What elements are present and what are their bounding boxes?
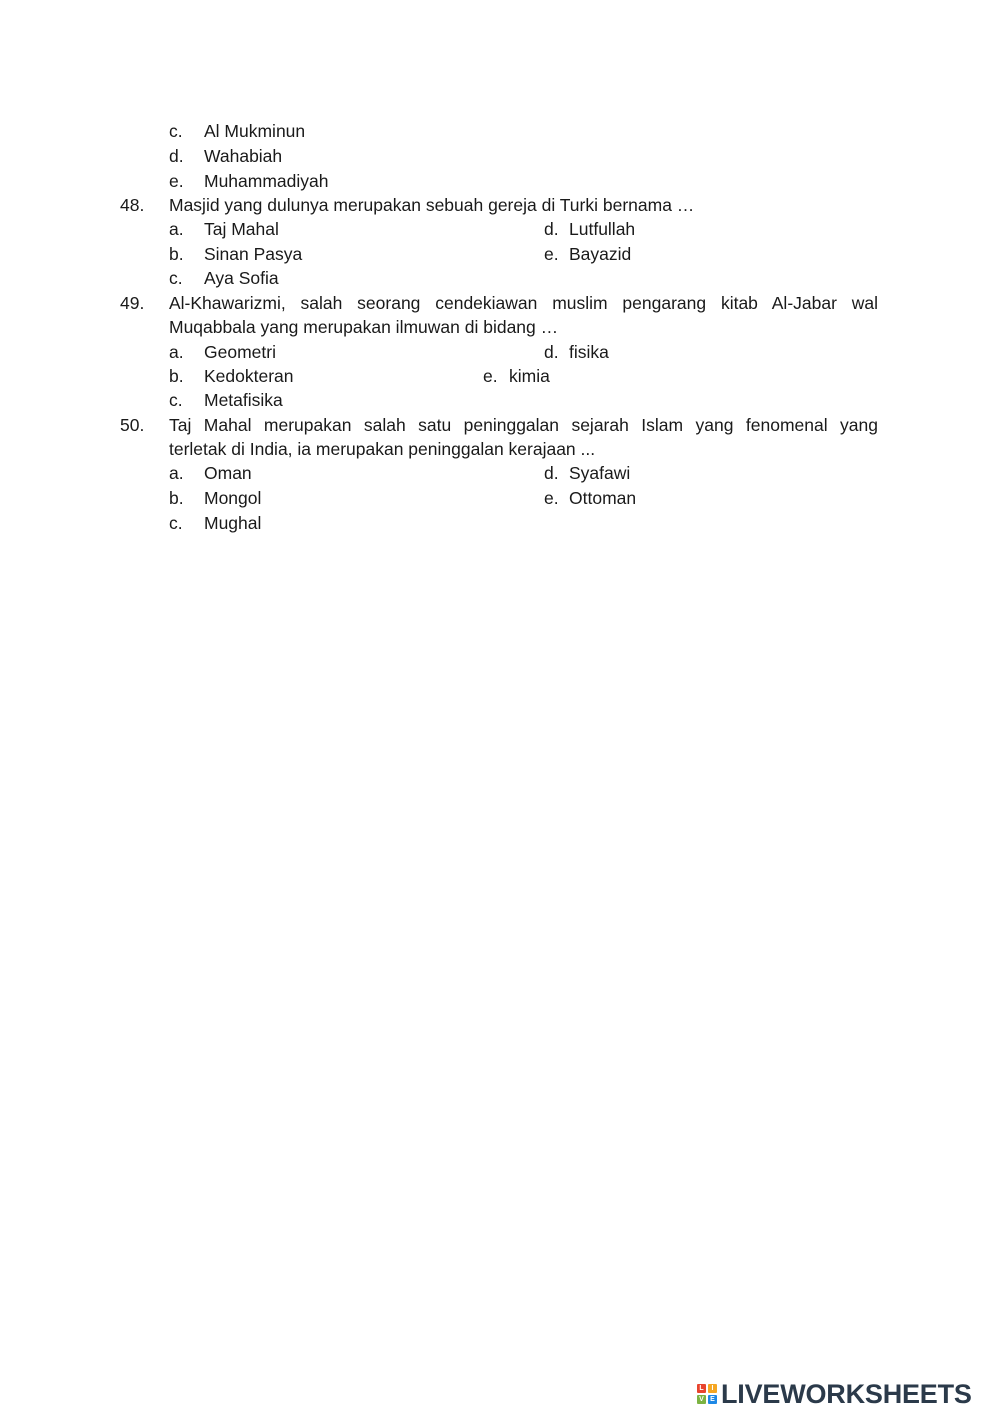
option-text-a: Oman xyxy=(204,463,252,483)
option-text-e: Ottoman xyxy=(569,488,637,508)
option-text-a: Geometri xyxy=(204,342,276,362)
logo-tile: I xyxy=(708,1384,717,1393)
question-text-line-1: Taj Mahal merupakan salah satu peninggalan sejarah Islam yang fenomenal yang xyxy=(169,415,878,435)
logo-tile: V xyxy=(697,1395,706,1404)
option-letter-c: c. xyxy=(169,513,183,533)
option-letter-a: a. xyxy=(169,219,184,239)
option-text-e: Bayazid xyxy=(569,244,632,264)
question-number: 50. xyxy=(120,415,145,435)
question-text-line-2: Muqabbala yang merupakan ilmuwan di bidang … xyxy=(169,317,559,337)
option-letter: e. xyxy=(169,171,184,191)
question-text-line-1: Al-Khawarizmi, salah seorang cendekiawan muslim pengarang kitab Al-Jabar wal xyxy=(169,293,878,313)
option-letter: d. xyxy=(169,146,184,166)
option-text-b: Sinan Pasya xyxy=(204,244,303,264)
logo-tile: L xyxy=(697,1384,706,1393)
question-text: Masjid yang dulunya merupakan sebuah gereja di Turki bernama … xyxy=(169,195,695,215)
option-text-b: Kedokteran xyxy=(204,366,294,386)
option-text: Muhammadiyah xyxy=(204,171,329,191)
option-text-d: Lutfullah xyxy=(569,219,636,239)
question-text-line-2: terletak di India, ia merupakan peninggalan kerajaan ... xyxy=(169,439,596,459)
option-letter-c: c. xyxy=(169,268,183,288)
option-letter-d: d. xyxy=(544,463,559,483)
option-letter-b: b. xyxy=(169,366,184,386)
option-letter-a: a. xyxy=(169,342,184,362)
question-number: 48. xyxy=(120,195,145,215)
option-text-d: fisika xyxy=(569,342,609,362)
option-letter-e: e. xyxy=(544,488,559,508)
option-text: Al Mukminun xyxy=(204,121,306,141)
logo-text: LIVEWORKSHEETS xyxy=(721,1378,972,1409)
option-letter-b: b. xyxy=(169,244,184,264)
option-letter-b: b. xyxy=(169,488,184,508)
option-letter-d: d. xyxy=(544,342,559,362)
option-text-b: Mongol xyxy=(204,488,262,508)
option-letter-e: e. xyxy=(483,366,498,386)
option-text-e: kimia xyxy=(509,366,550,386)
option-text-d: Syafawi xyxy=(569,463,631,483)
option-letter-e: e. xyxy=(544,244,559,264)
logo-tile: E xyxy=(708,1395,717,1404)
option-text: Wahabiah xyxy=(204,146,283,166)
liveworksheets-logo xyxy=(697,1378,972,1410)
option-text-c: Mughal xyxy=(204,513,262,533)
option-letter: c. xyxy=(169,121,183,141)
logo-tiles-icon xyxy=(697,1384,717,1404)
option-letter-d: d. xyxy=(544,219,559,239)
option-letter-a: a. xyxy=(169,463,184,483)
option-text-a: Taj Mahal xyxy=(204,219,279,239)
question-number: 49. xyxy=(120,293,145,313)
option-text-c: Metafisika xyxy=(204,390,283,410)
option-letter-c: c. xyxy=(169,390,183,410)
option-text-c: Aya Sofia xyxy=(204,268,279,288)
